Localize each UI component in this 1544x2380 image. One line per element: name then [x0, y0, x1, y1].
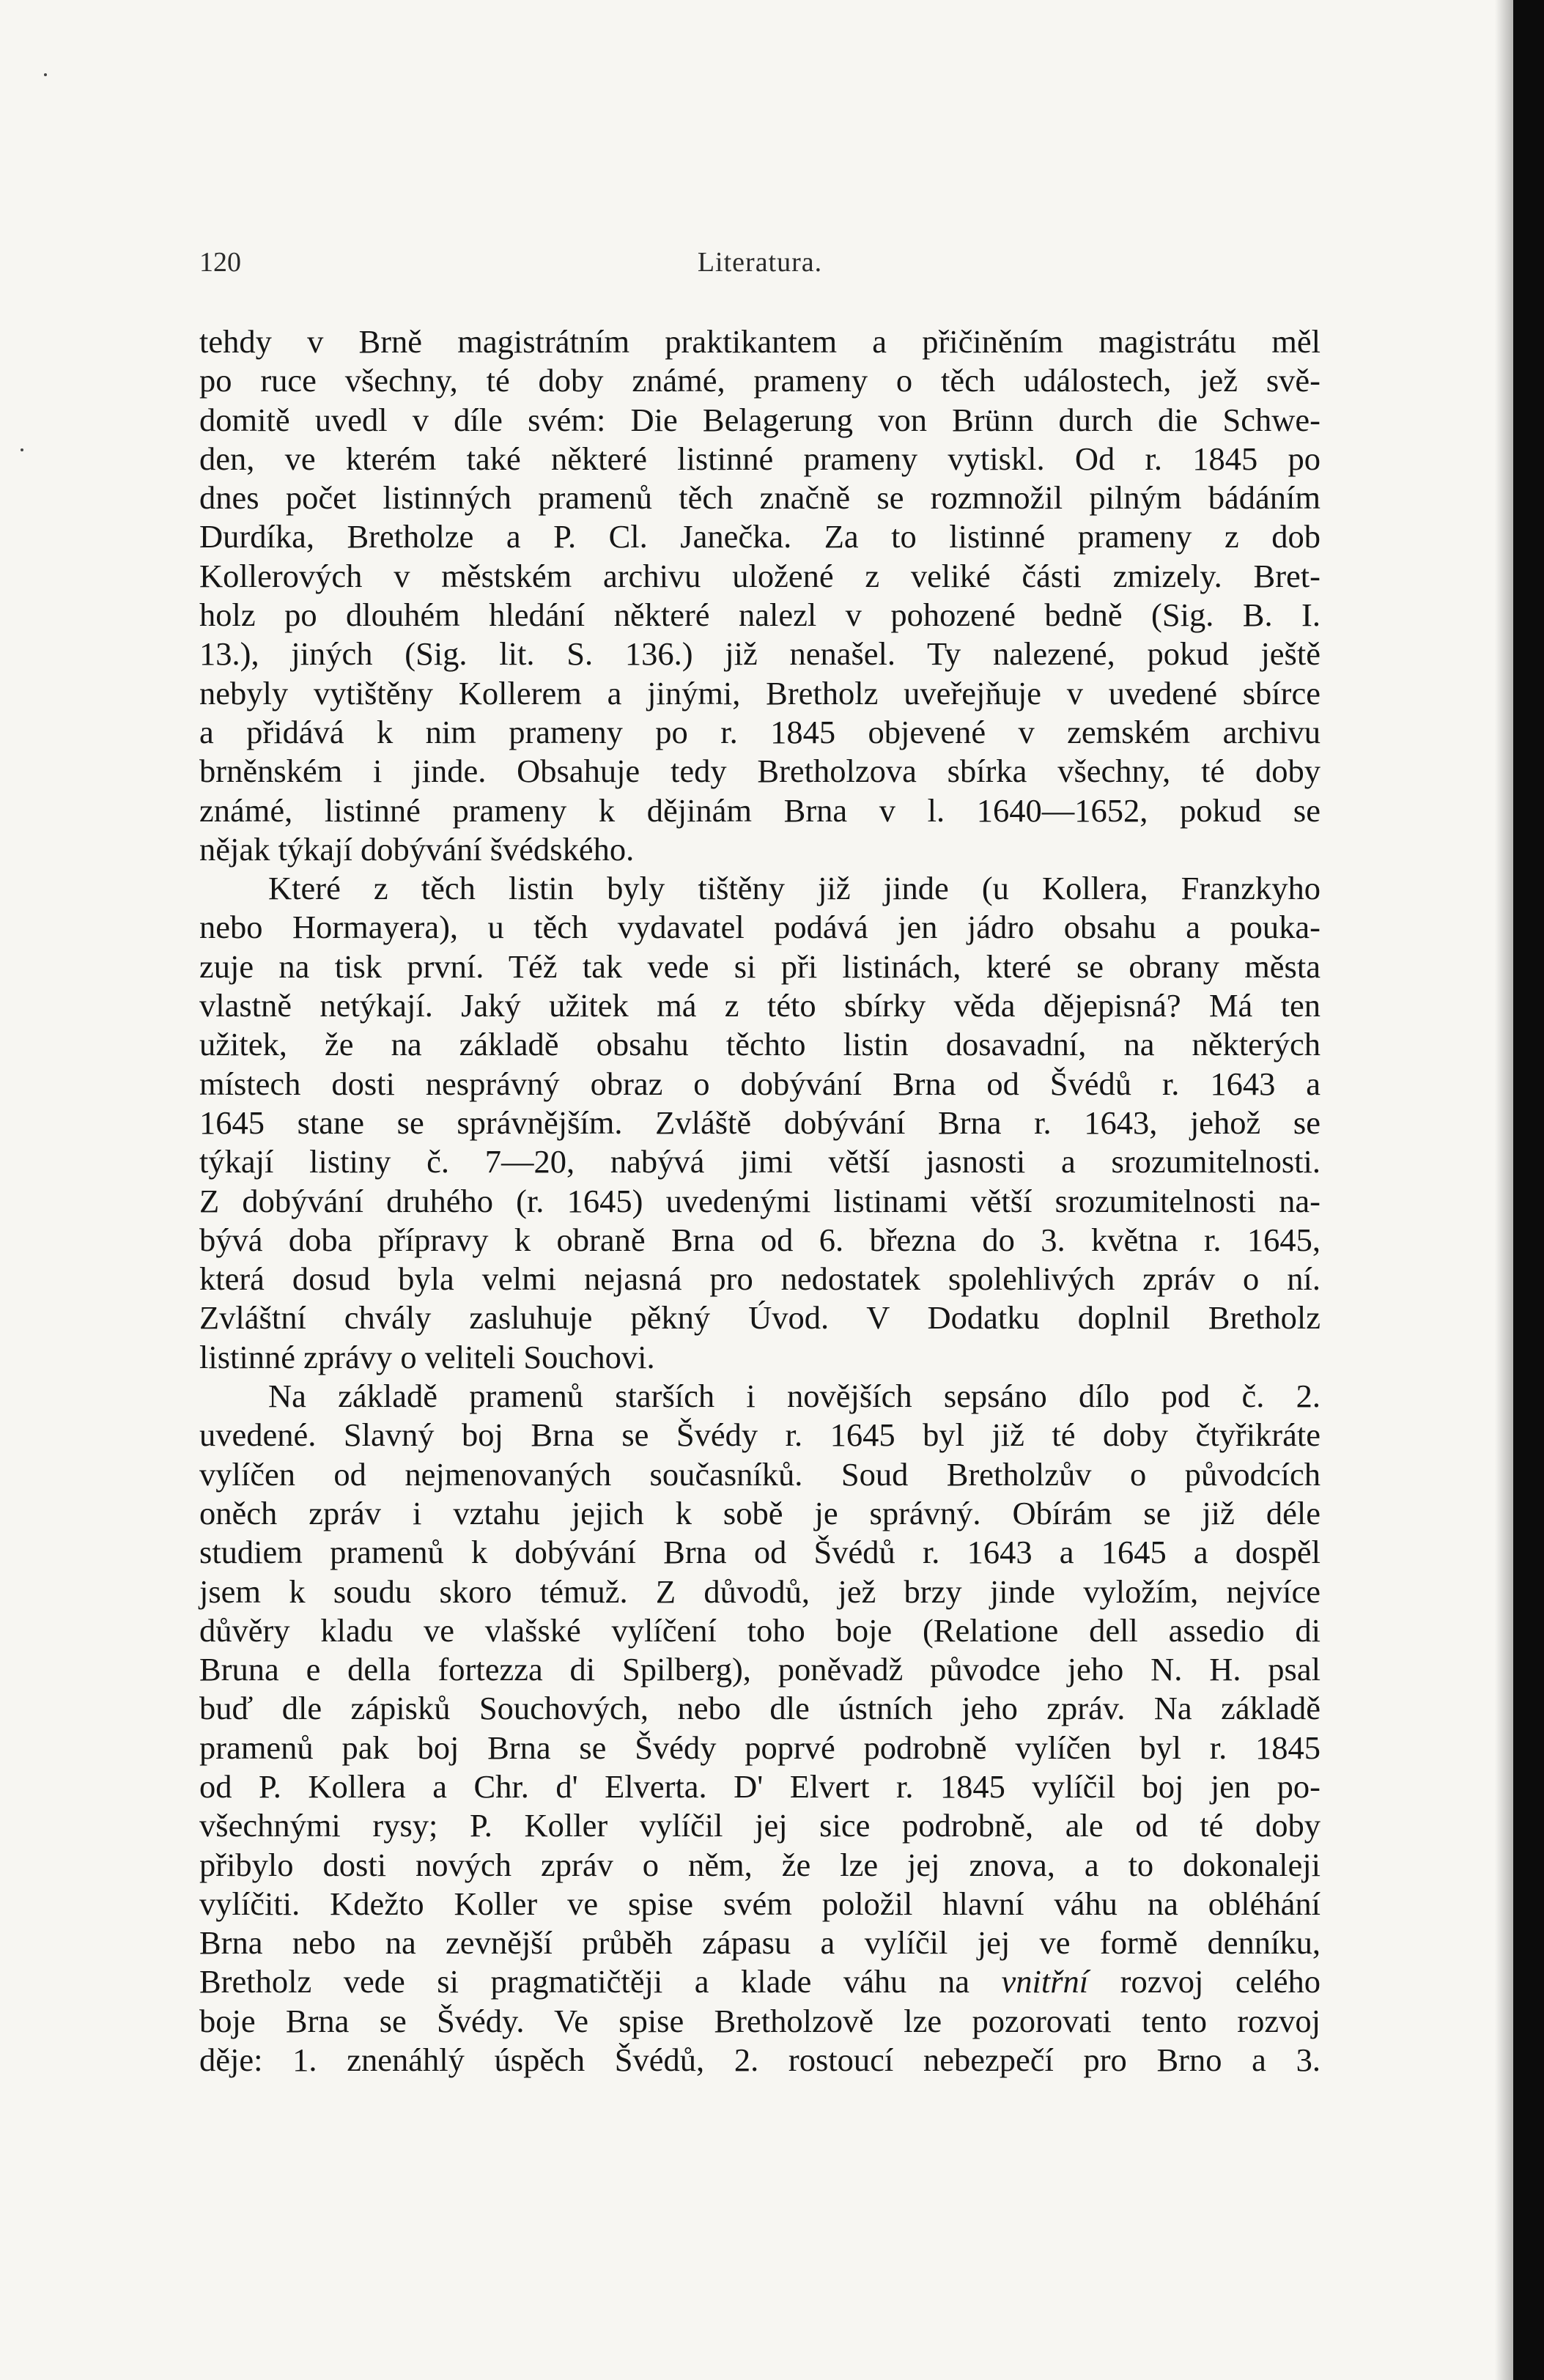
text-line: nebyly vytištěny Kollerem a jinými, Bretholz uveřejňuje v uvedené sbírce	[199, 674, 1320, 712]
emphasis-text: vnitřní	[1001, 1963, 1089, 2000]
scan-speck	[44, 73, 47, 76]
text-line: pramenů pak boj Brna se Švédy poprvé podrobně vylíčen byl r. 1845	[199, 1729, 1320, 1766]
text-line: Brna nebo na zevnější průběh zápasu a vylíčil jej ve formě denníku,	[199, 1924, 1320, 1962]
text-line: buď dle zápisků Souchových, nebo dle ústních jeho zpráv. Na základě	[199, 1690, 1320, 1727]
page-number: 120	[199, 247, 241, 278]
text-line: týkají listiny č. 7—20, nabývá jimi větší jasnosti a srozumitelnosti.	[199, 1143, 1320, 1180]
text-line: Bruna e della fortezza di Spilberg), poněvadž původce jeho N. H. psal	[199, 1651, 1320, 1688]
scan-speck	[21, 448, 23, 451]
text-line: vylíčen od nejmenovaných současníků. Soud Bretholzův o původcích	[199, 1455, 1320, 1493]
text-line: listinné zprávy o veliteli Souchovi.	[199, 1338, 655, 1375]
text-line: děje: 1. znenáhlý úspěch Švédů, 2. rostoucí nebezpečí pro Brno a 3.	[199, 2041, 1320, 2079]
page-header	[199, 246, 1320, 290]
text-line: a přidává k nim prameny po r. 1845 objevené v zemském archivu	[199, 713, 1320, 750]
text-line: po ruce všechny, té doby známé, prameny o těch událostech, jež svě-	[199, 362, 1320, 399]
text-line: brněnském i jinde. Obsahuje tedy Bretholzova sbírka všechny, té doby	[199, 753, 1320, 790]
text-line: Z dobývání druhého (r. 1645) uvedenými listinami větší srozumitelnosti na-	[199, 1182, 1320, 1219]
text-line: vlastně netýkají. Jaký užitek má z této sbírky věda dějepisná? Má ten	[199, 987, 1320, 1024]
text-line: vylíčiti. Kdežto Koller ve spise svém položil hlavní váhu na obléhání	[199, 1885, 1320, 1922]
text-line: důvěry kladu ve vlašské vylíčení toho boje (Relatione dell assedio di	[199, 1611, 1320, 1649]
text-line: Které z těch listin byly tištěny již jinde (u Kollera, Franzkyho	[268, 870, 1320, 907]
text-line: všechnými rysy; P. Koller vylíčil jej sice podrobně, ale od té doby	[199, 1807, 1320, 1844]
text-line: 1645 stane se správnějším. Zvláště dobývání Brna r. 1643, jehož se	[199, 1104, 1320, 1141]
text-line: uvedené. Slavný boj Brna se Švédy r. 1645 byl již té doby čtyřikráte	[199, 1416, 1320, 1454]
text-line: Bretholz vede si pragmatičtěji a klade váhu na vnitřní rozvoj celého	[199, 1963, 1320, 2000]
text-line: nebo Hormayera), u těch vydavatel podává jen jádro obsahu a pouka-	[199, 909, 1320, 946]
text-line: den, ve kterém také některé listinné prameny vytiskl. Od r. 1845 po	[199, 440, 1320, 477]
text-line: která dosud byla velmi nejasná pro nedostatek spolehlivých zpráv o ní.	[199, 1260, 1320, 1298]
text-line: boje Brna se Švédy. Ve spise Bretholzově lze pozorovati tento rozvoj	[199, 2002, 1320, 2039]
text-line: Kollerových v městském archivu uložené z veliké části zmizely. Bret-	[199, 557, 1320, 594]
text-line: místech dosti nesprávný obraz o dobývání Brna od Švédů r. 1643 a	[199, 1065, 1320, 1102]
running-title: Literatura.	[697, 247, 823, 278]
text-line: studiem pramenů k dobývání Brna od Švédů r. 1643 a 1645 a dospěl	[199, 1534, 1320, 1571]
text-line: 13.), jiných (Sig. lit. S. 136.) již nenašel. Ty nalezené, pokud ještě	[199, 635, 1320, 673]
text-line: Na základě pramenů starších i novějších sepsáno dílo pod č. 2.	[268, 1378, 1320, 1415]
text-line: jsem k soudu skoro témuž. Z důvodů, jež brzy jinde vyložím, nejvíce	[199, 1572, 1320, 1610]
text-line: tehdy v Brně magistrátním praktikantem a přičiněním magistrátu měl	[199, 323, 1320, 360]
text-line: holz po dlouhém hledání některé nalezl v pohozené bedně (Sig. B. I.	[199, 596, 1320, 634]
text-line: od P. Kollera a Chr. d' Elverta. D' Elvert r. 1845 vylíčil boj jen po-	[199, 1767, 1320, 1805]
text-line: bývá doba přípravy k obraně Brna od 6. března do 3. května r. 1645,	[199, 1221, 1320, 1258]
text-line: Durdíka, Bretholze a P. Cl. Janečka. Za to listinné prameny z dob	[199, 518, 1320, 555]
text-line: užitek, že na základě obsahu těchto listin dosavadní, na některých	[199, 1026, 1320, 1063]
text-line: zuje na tisk první. Též tak vede si při listinách, které se obrany města	[199, 947, 1320, 985]
text-line: nějak týkají dobývání švédského.	[199, 830, 635, 868]
text-line: přibylo dosti nových zpráv o něm, že lze jej znova, a to dokonaleji	[199, 1846, 1320, 1883]
page-edge-shadow	[1495, 0, 1513, 2380]
text-line: oněch zpráv i vztahu jejich k sobě je správný. Obírám se již déle	[199, 1494, 1320, 1531]
body-text	[199, 322, 1320, 2080]
text-line: Zvláštní chvály zasluhuje pěkný Úvod. V Dodatku doplnil Bretholz	[199, 1299, 1320, 1337]
text-line: známé, listinné prameny k dějinám Brna v l. 1640—1652, pokud se	[199, 791, 1320, 829]
text-line: domitě uvedl v díle svém: Die Belagerung von Brünn durch die Schwe-	[199, 401, 1320, 438]
text-line: dnes počet listinných pramenů těch značně se rozmnožil pilným bádáním	[199, 479, 1320, 517]
